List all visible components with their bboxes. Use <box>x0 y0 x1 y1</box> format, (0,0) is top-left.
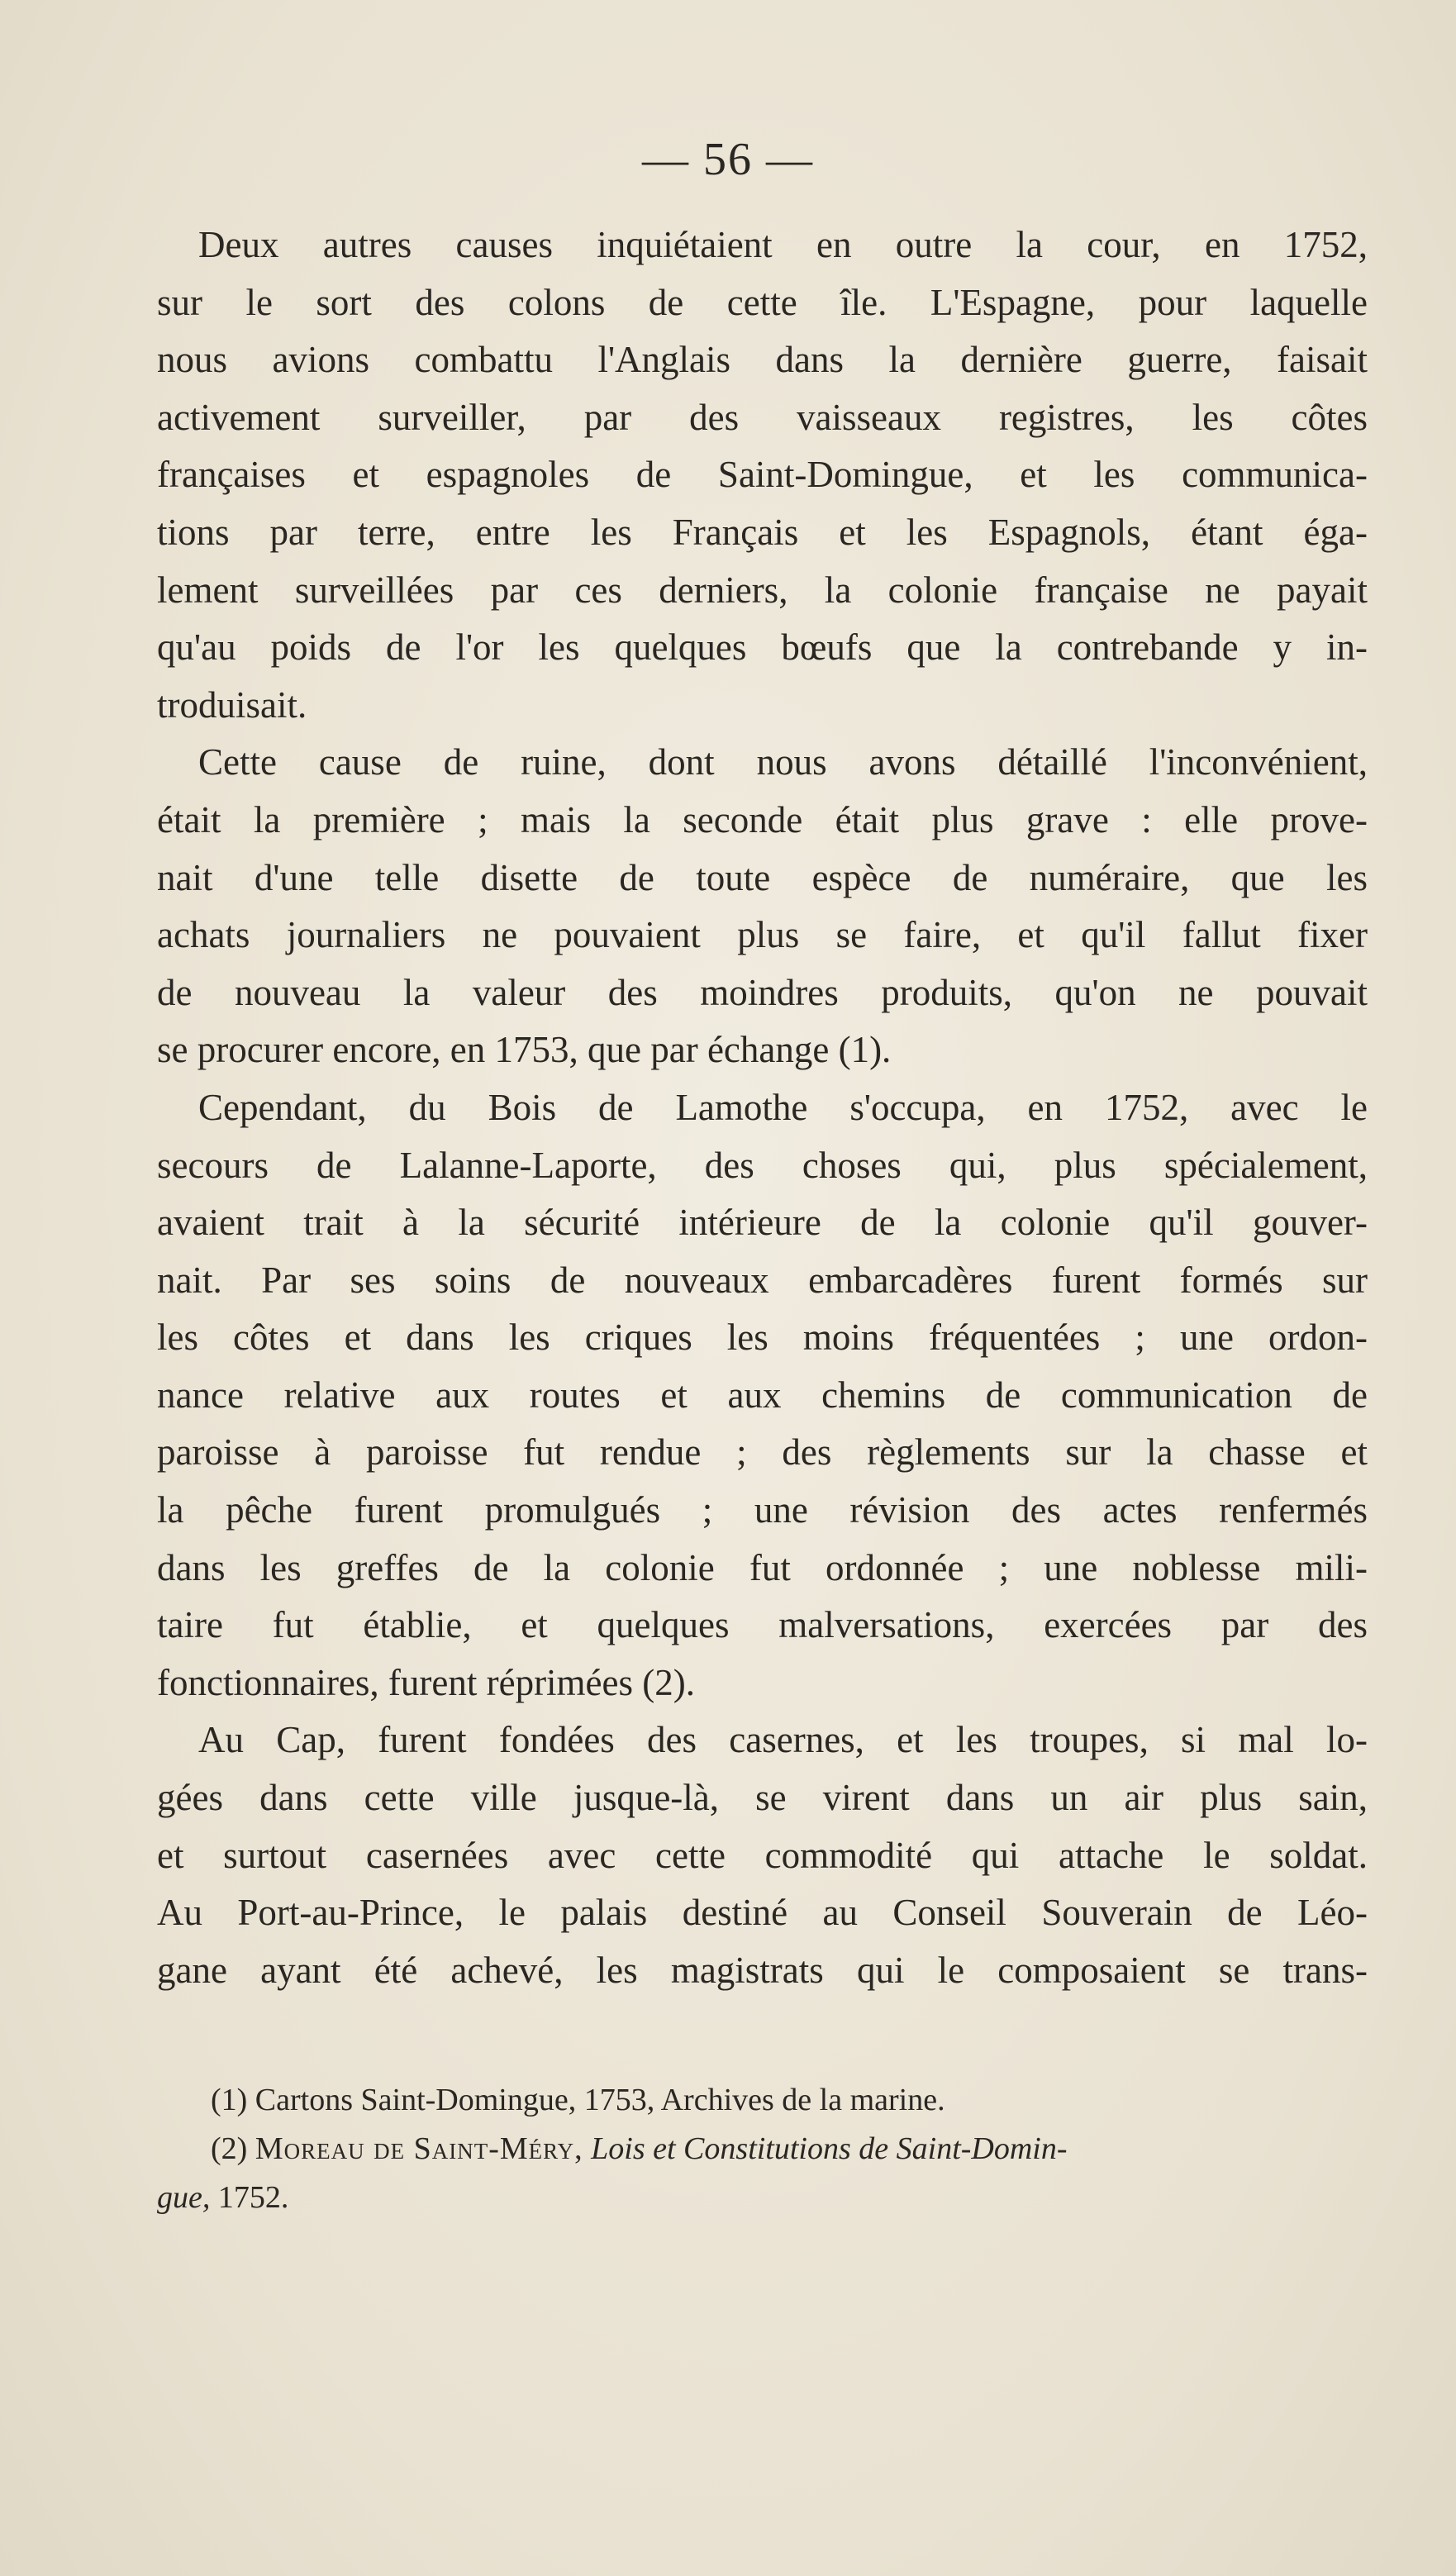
text-line: taire fut établie, et quelques malversations, exercées par des <box>157 1604 1368 1646</box>
text-line: la pêche furent promulgués ; une révision des actes renfermés <box>157 1489 1368 1531</box>
text-line: Au Port-au-Prince, le palais destiné au Conseil Souverain de Léo- <box>157 1892 1368 1934</box>
text-line: sur le sort des colons de cette île. L'Espagne, pour laquelle <box>157 281 1368 323</box>
text-line: achats journaliers ne pouvaient plus se faire, et qu'il fallut fixer <box>157 914 1368 956</box>
text-line: avaient trait à la sécurité intérieure de la colonie qu'il gouver- <box>157 1202 1368 1244</box>
footnote-2 <box>157 2125 1368 2222</box>
text-line: les côtes et dans les criques les moins fréquentées ; une ordon- <box>157 1317 1368 1359</box>
text-line: nous avions combattu l'Anglais dans la dernière guerre, faisait <box>157 339 1368 381</box>
text-line: fonctionnaires, furent réprimées (2). <box>157 1661 695 1703</box>
paragraph <box>157 734 1368 1079</box>
text-line: Cette cause de ruine, dont nous avons détaillé l'inconvénient, <box>198 741 1368 783</box>
text-line: françaises et espagnoles de Saint-Domingue, et les communica- <box>157 454 1368 496</box>
body-text <box>157 217 1368 1999</box>
text-line: paroisse à paroisse fut rendue ; des règlements sur la chasse et <box>157 1431 1368 1474</box>
text-line: et surtout casernées avec cette commodité qui attache le soldat. <box>157 1834 1368 1876</box>
footnote-year: 1752. <box>217 2180 289 2215</box>
text-line: de nouveau la valeur des moindres produits, qu'on ne pouvait <box>157 971 1368 1013</box>
paragraph <box>157 1079 1368 1712</box>
paragraph <box>157 1712 1368 1999</box>
footnotes <box>157 2076 1368 2222</box>
footnote-title: Lois et Constitutions de Saint-Domin- <box>591 2131 1068 2166</box>
text-line: gane ayant été achevé, les magistrats qui le composaient se trans- <box>157 1949 1368 1991</box>
text-line: activement surveiller, par des vaisseaux registres, les côtes <box>157 396 1368 438</box>
footnote-number: (2) <box>211 2131 248 2166</box>
footnote-title-continued: gue, <box>157 2180 211 2215</box>
text-line: tions par terre, entre les Français et les Espagnols, étant éga- <box>157 511 1368 553</box>
text-line: secours de Lalanne-Laporte, des choses qui, plus spécialement, <box>157 1144 1368 1186</box>
text-line: qu'au poids de l'or les quelques bœufs que la contrebande y in- <box>157 626 1368 669</box>
page-number: — 56 — <box>642 134 814 185</box>
text-line: se procurer encore, en 1753, que par échange (1). <box>157 1029 892 1071</box>
text-line: nait. Par ses soins de nouveaux embarcadères furent formés sur <box>157 1259 1368 1301</box>
text-line: gées dans cette ville jusque-là, se virent dans un air plus sain, <box>157 1777 1368 1819</box>
footnote-1 <box>211 2076 1368 2125</box>
text-line: Cependant, du Bois de Lamothe s'occupa, en 1752, avec le <box>198 1086 1368 1128</box>
text-line: nait d'une telle disette de toute espèce de numéraire, que les <box>157 856 1368 898</box>
paragraph <box>157 217 1368 734</box>
text-line: Au Cap, furent fondées des casernes, et les troupes, si mal lo- <box>198 1719 1368 1761</box>
text-line: Deux autres causes inquiétaient en outre la cour, en 1752, <box>198 224 1368 265</box>
text-line: nance relative aux routes et aux chemins de communication de <box>157 1374 1368 1416</box>
text-line: dans les greffes de la colonie fut ordonnée ; une noblesse mili- <box>157 1546 1368 1588</box>
text-line: lement surveillées par ces derniers, la colonie française ne payait <box>157 569 1368 611</box>
footnote-author: Moreau de Saint-Méry, <box>255 2131 583 2166</box>
footnote-line <box>157 2174 1368 2222</box>
text-line: troduisait. <box>157 683 307 726</box>
footnote-text: (1) Cartons Saint-Domingue, 1753, Archives de la marine. <box>211 2083 945 2117</box>
footnote-line <box>211 2125 1368 2174</box>
text-line: était la première ; mais la seconde était plus grave : elle prove- <box>157 798 1368 840</box>
